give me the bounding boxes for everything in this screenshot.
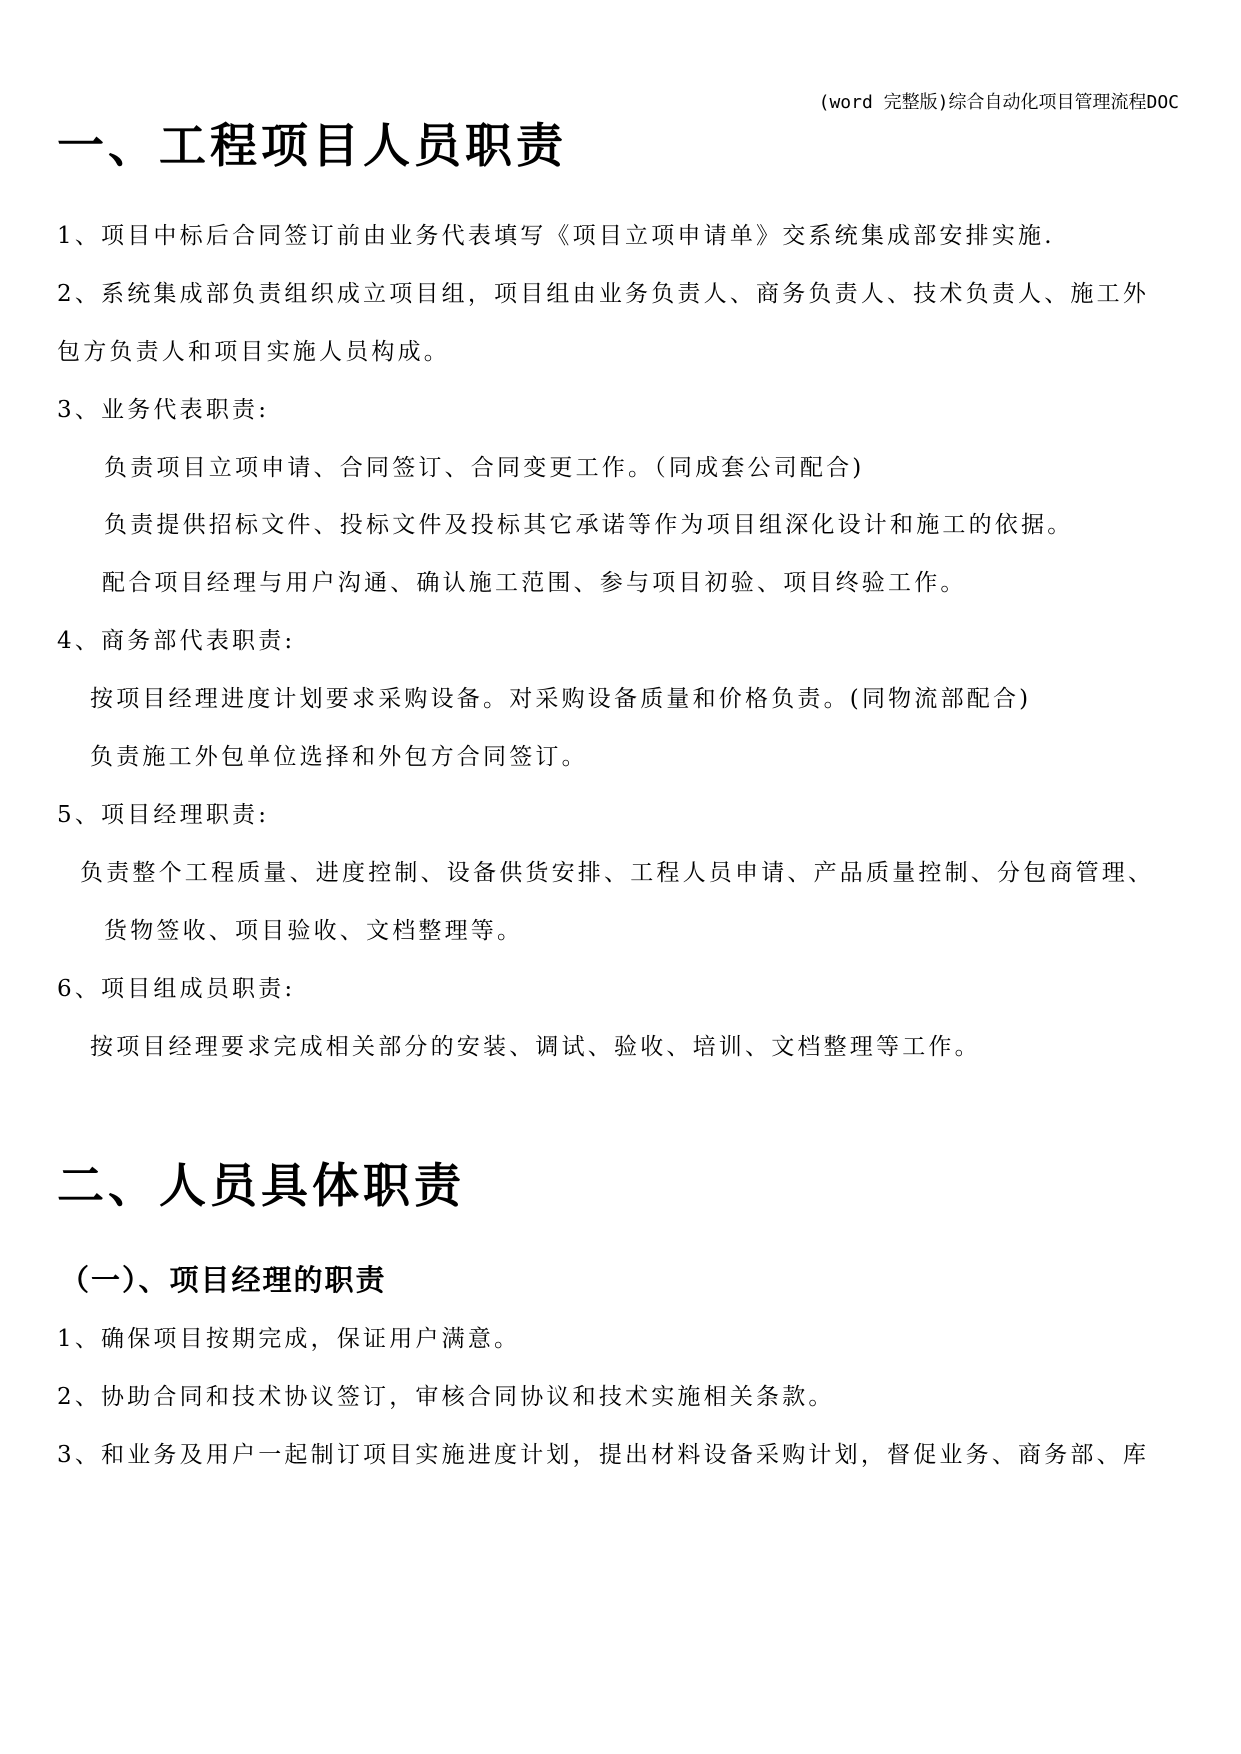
paragraph-line: 4、商务部代表职责: [57,628,296,654]
paragraph-line: 按项目经理进度计划要求采购设备。对采购设备质量和价格负责。(同物流部配合) [90,686,1032,712]
paragraph-line: 1、确保项目按期完成，保证用户满意。 [57,1326,521,1352]
subsection-title: （一）、项目经理的职责 [60,1263,387,1297]
paragraph-line: 负责项目立项申请、合同签订、合同变更工作。（同成套公司配合) [104,455,865,481]
paragraph-line: 1、项目中标后合同签订前由业务代表填写《项目立项申请单》交系统集成部安排实施. [57,223,1055,249]
section-1-title: 一、工程项目人员职责 [57,119,567,174]
paragraph-line: 6、项目组成员职责: [57,976,296,1002]
paragraph-line: 2、系统集成部负责组织成立项目组，项目组由业务负责人、商务负责人、技术负责人、施工外 [57,281,1150,307]
paragraph-line: 货物签收、项目验收、文档整理等。 [104,918,524,944]
paragraph-line: 负责整个工程质量、进度控制、设备供货安排、工程人员申请、产品质量控制、分包商管理、 [80,860,1155,886]
paragraph-line: 3、业务代表职责: [57,397,270,423]
paragraph-line: 负责施工外包单位选择和外包方合同签订。 [90,744,588,770]
paragraph-line: 5、项目经理职责: [57,802,270,828]
running-header: (word 完整版)综合自动化项目管理流程DOC [818,92,1179,113]
paragraph-line: 2、协助合同和技术协议签订，审核合同协议和技术实施相关条款。 [57,1384,835,1410]
paragraph-line: 配合项目经理与用户沟通、确认施工范围、参与项目初验、项目终验工作。 [102,570,967,596]
paragraph-line: 包方负责人和项目实施人员构成。 [57,339,450,365]
paragraph-line: 3、和业务及用户一起制订项目实施进度计划，提出材料设备采购计划，督促业务、商务部、库 [57,1442,1150,1468]
paragraph-line: 负责提供招标文件、投标文件及投标其它承诺等作为项目组深化设计和施工的依据。 [104,512,1074,538]
section-2-title: 二、人员具体职责 [57,1159,465,1214]
paragraph-line: 按项目经理要求完成相关部分的安装、调试、验收、培训、文档整理等工作。 [90,1034,981,1060]
